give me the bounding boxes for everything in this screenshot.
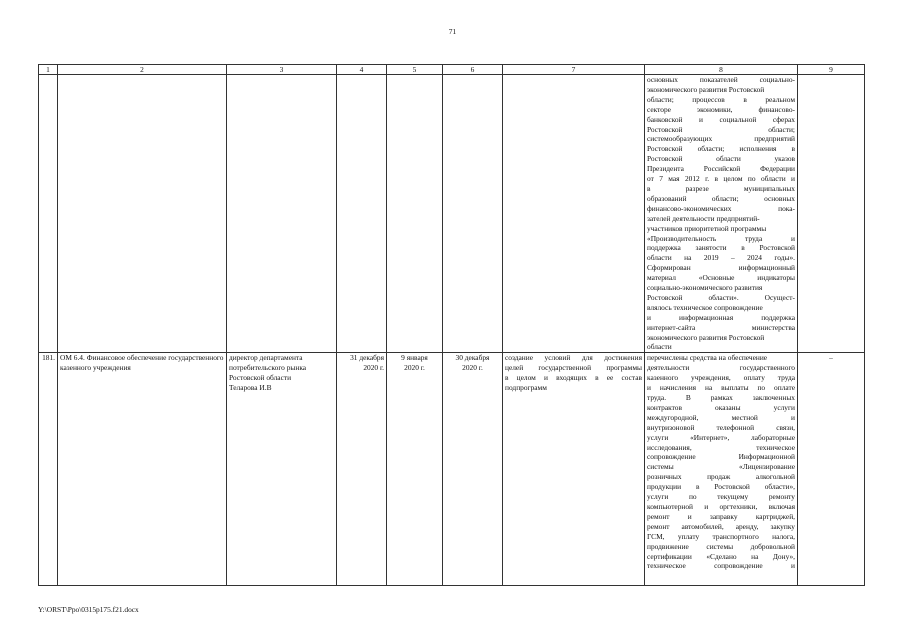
text-line: интернет-сайта министерства xyxy=(647,322,795,332)
text-line: продукции в Ростовской области», xyxy=(647,482,795,492)
text-line: сертификации «Сделано на Дону», xyxy=(647,551,795,561)
text-line: 2020 г. xyxy=(363,363,384,373)
text-line: финансово-экономических пока- xyxy=(647,203,795,213)
table-row xyxy=(39,353,865,586)
text-line: Ростовской области xyxy=(229,373,292,383)
text-line: Ростовской области; исполнения в xyxy=(647,144,795,154)
text-line: Теларова И.В xyxy=(229,383,272,393)
cell-actual-results xyxy=(645,353,798,586)
text-line: 31 декабря xyxy=(350,353,384,363)
column-number: 6 xyxy=(443,65,503,75)
text-line: внутризоновой телефонной связи, xyxy=(647,422,795,432)
text-line: зателей деятельности предприятий- xyxy=(647,213,760,223)
column-number: 8 xyxy=(645,65,798,75)
text-line: 30 декабря xyxy=(455,353,490,363)
cell-start-date xyxy=(387,353,443,586)
text-line: подпрограмм xyxy=(505,383,547,393)
row-number: 181. xyxy=(39,353,58,586)
text-line: основных показателей социально- xyxy=(647,75,795,84)
cell-expected-result xyxy=(503,353,645,586)
text-line: Ростовской области; xyxy=(647,124,795,134)
text-line: услуги по текущему ремонту xyxy=(647,492,795,502)
cell-executor xyxy=(227,353,337,586)
text-line: экономического развития Ростовской xyxy=(647,84,765,94)
text-line: казенного учреждения, оплату труда xyxy=(647,373,795,383)
text-line: социально-экономического развития xyxy=(647,283,763,293)
cell-end-date xyxy=(443,353,503,586)
document-file-path: Y:\ORST\Ppo\0315p175.f21.docx xyxy=(38,605,139,614)
table-row xyxy=(39,75,865,353)
column-number: 1 xyxy=(39,65,58,75)
text-line: исследования, техническое xyxy=(647,442,795,452)
text-line: Ростовской области указов xyxy=(647,154,795,164)
column-number: 5 xyxy=(387,65,443,75)
text-line: директор департамента xyxy=(229,353,303,363)
text-line: ГСМ, уплату транспортного налога, xyxy=(647,531,795,541)
text-line: деятельности государственного xyxy=(647,363,795,373)
cell-reason: – xyxy=(798,353,865,586)
text-line: междугородной, местной и xyxy=(647,412,795,422)
text-line: поддержка занятости в Ростовской xyxy=(647,243,795,253)
cell-empty xyxy=(387,75,443,353)
text-line: ремонт и заправку картриджей, xyxy=(647,511,795,521)
text-line: компьютерной и оргтехники, включая xyxy=(647,501,795,511)
cell-empty xyxy=(58,75,227,353)
text-line: области; процессов в реальном xyxy=(647,94,795,104)
text-line: услуги «Интернет», лабораторные xyxy=(647,432,795,442)
cell-empty xyxy=(503,75,645,353)
cell-empty xyxy=(443,75,503,353)
text-line: 2020 г. xyxy=(462,363,483,373)
text-line: 9 января xyxy=(401,353,428,363)
text-line: области на 2019 – 2024 годы». xyxy=(647,253,795,263)
text-line: в целом и входящих в ее состав xyxy=(505,373,642,383)
text-line: Ростовской области». Осущест- xyxy=(647,292,795,302)
text-line: образований области; основных xyxy=(647,193,795,203)
text-line: системы «Лицензирование xyxy=(647,462,795,472)
text-line: техническое сопровождение и xyxy=(647,561,795,571)
text-line: банковской и социальной сферах xyxy=(647,114,795,124)
text-line: 2020 г. xyxy=(404,363,425,373)
text-line: сопровождение Информационной xyxy=(647,452,795,462)
column-number: 7 xyxy=(503,65,645,75)
column-number: 2 xyxy=(58,65,227,75)
text-line: экономического развития Ростовской xyxy=(647,332,765,342)
text-line: от 7 мая 2012 г. в целом по области и xyxy=(647,174,795,184)
text-line: создание условий для достижения xyxy=(505,353,642,363)
text-line: секторе экономики, финансово- xyxy=(647,104,795,114)
cell-empty xyxy=(798,75,865,353)
cell-empty xyxy=(39,75,58,353)
text-line: «Производительность труда и xyxy=(647,233,795,243)
text-line: Сформирован информационный xyxy=(647,263,795,273)
text-line: области xyxy=(647,342,672,352)
report-table xyxy=(38,64,865,586)
text-line: контрактов оказаны услуги xyxy=(647,402,795,412)
text-line: материал «Основные индикаторы xyxy=(647,273,795,283)
text-line: труда. В рамках заключенных xyxy=(647,393,795,402)
column-number-row xyxy=(39,65,865,75)
page-number: 71 xyxy=(448,27,457,36)
text-line: ремонт автомобилей, аренду, закупку xyxy=(647,521,795,531)
text-line: перечислены средства на обеспечение xyxy=(647,353,768,363)
column-number: 9 xyxy=(798,65,865,75)
text-line: в разрезе муниципальных xyxy=(647,183,795,193)
cell-measure-name: ОМ 6.4. Финансовое обеспечение государственного казенного учреждения xyxy=(58,353,227,586)
text-line: целей государственной программы xyxy=(505,363,642,373)
text-line: влялось техническое сопровождение xyxy=(647,302,763,312)
text-line: системообразующих предприятий xyxy=(647,134,795,144)
cell-empty xyxy=(337,75,387,353)
cell-empty xyxy=(227,75,337,353)
text-line: продвижение системы добровольной xyxy=(647,541,795,551)
text-line: и начисления на выплаты по оплате xyxy=(647,383,795,393)
column-number: 4 xyxy=(337,65,387,75)
text-line: потребительского рынка xyxy=(229,363,307,373)
text-line: и информационная поддержка xyxy=(647,312,795,322)
text-line: участников приоритетной программы xyxy=(647,223,767,233)
text-line: розничных продаж алкогольной xyxy=(647,472,795,482)
cell-actual-results xyxy=(645,75,798,353)
text-line: Президента Российской Федерации xyxy=(647,164,795,174)
cell-planned-date xyxy=(337,353,387,586)
column-number: 3 xyxy=(227,65,337,75)
